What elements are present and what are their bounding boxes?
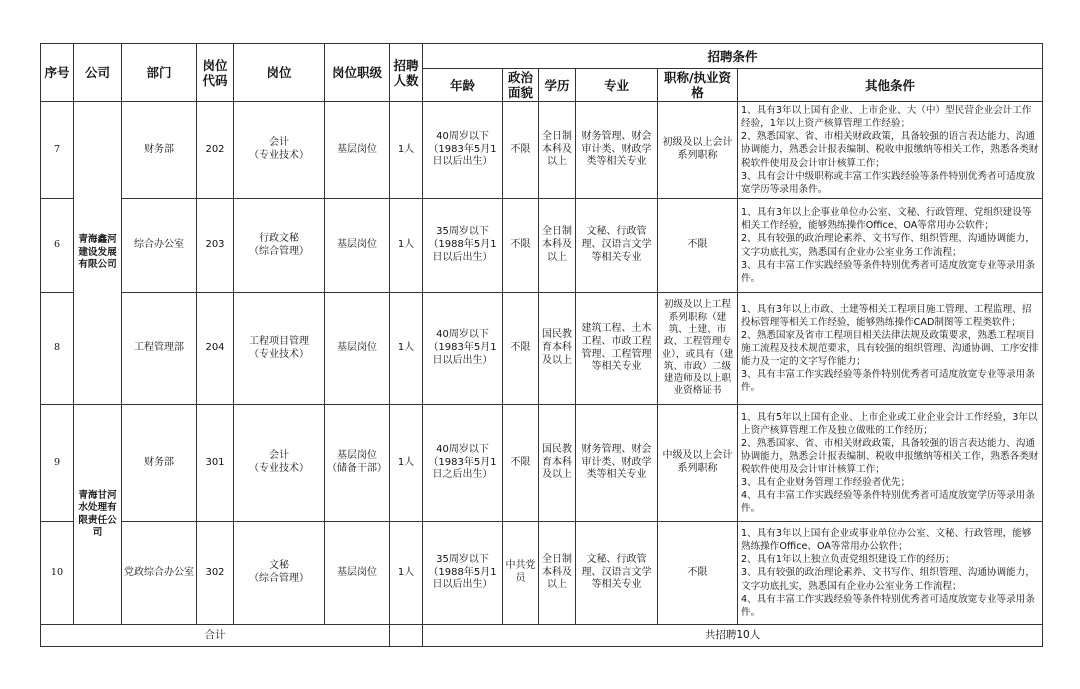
row-title-qual: 不限 xyxy=(658,522,738,625)
row-age: 35周岁以下 （1988年5月1日以后出生） xyxy=(423,199,503,293)
total-value: 共招聘10人 xyxy=(423,625,1043,647)
header-count: 招聘人数 xyxy=(390,44,423,102)
row-seq: 10 xyxy=(41,522,74,625)
row-education: 国民教育本科及以上 xyxy=(539,293,576,405)
row-dept: 党政综合办公室 xyxy=(122,522,197,625)
total-spacer xyxy=(390,625,423,647)
row-education: 全日制本科及以上 xyxy=(539,522,576,625)
row-title-qual: 初级及以上工程系列职称（建筑、土建、市政、工程管理专业），或具有（建筑、市政）二级建造师及以上职业资格证书 xyxy=(658,293,738,405)
table-footer-row xyxy=(41,625,1043,647)
row-education: 全日制本科及以上 xyxy=(539,102,576,199)
row-politics: 不限 xyxy=(503,405,539,522)
row-age: 40周岁以下 （1983年5月1日以后出生） xyxy=(423,293,503,405)
row-politics: 不限 xyxy=(503,293,539,405)
row-position: 行政文秘 （综合管理） xyxy=(234,199,325,293)
row-education: 国民教育本科及以上 xyxy=(539,405,576,522)
row-major: 财务管理、财会审计类、财政学类等相关专业 xyxy=(576,405,658,522)
row-position: 会计 （专业技术） xyxy=(234,102,325,199)
row-other-conditions: 1、具有5年以上国有企业、上市企业或工业企业会计工作经验，3年以上资产核算管理工作及独立做账的工作经历； 2、熟悉国家、省、市相关财政政策，具备较强的语言表达能力、沟通协调能力，熟悉会计报表编制、税收申报缴纳等相关工作，熟悉各类财税软件使用及会计审计核算工作； 3、具有企业财务管理工作经验者优先； 4、具有丰富工作实践经验等条件特别优秀者可适度放宽学历等录用条件。 xyxy=(738,405,1043,522)
row-position: 文秘 （综合管理） xyxy=(234,522,325,625)
row-count: 1人 xyxy=(390,522,423,625)
row-politics: 中共党员 xyxy=(503,522,539,625)
row-seq: 7 xyxy=(41,102,74,199)
row-dept: 财务部 xyxy=(122,405,197,522)
row-politics: 不限 xyxy=(503,199,539,293)
row-level: 基层岗位 xyxy=(325,522,390,625)
header-conditions: 招聘条件 xyxy=(423,44,1043,69)
row-level: 基层岗位 xyxy=(325,293,390,405)
row-code: 301 xyxy=(197,405,234,522)
table-row xyxy=(41,293,1043,405)
company-name: 青海鑫河建设发展有限公司 xyxy=(74,102,122,405)
row-title-qual: 初级及以上会计系列职称 xyxy=(658,102,738,199)
row-politics: 不限 xyxy=(503,102,539,199)
row-age: 40周岁以下 （1983年5月1日以后出生） xyxy=(423,102,503,199)
header-company: 公司 xyxy=(74,44,122,102)
row-level: 基层岗位 xyxy=(325,199,390,293)
row-position: 工程项目管理 （专业技术） xyxy=(234,293,325,405)
row-education: 全日制本科及以上 xyxy=(539,199,576,293)
row-position: 会计 （专业技术） xyxy=(234,405,325,522)
row-dept: 综合办公室 xyxy=(122,199,197,293)
row-age: 40周岁以下 （1983年5月1日之后出生） xyxy=(423,405,503,522)
header-other: 其他条件 xyxy=(738,69,1043,102)
row-code: 302 xyxy=(197,522,234,625)
row-age: 35周岁以下 （1988年5月1日以后出生） xyxy=(423,522,503,625)
header-level: 岗位职级 xyxy=(325,44,390,102)
header-education: 学历 xyxy=(539,69,576,102)
recruitment-table xyxy=(40,43,1043,647)
row-dept: 工程管理部 xyxy=(122,293,197,405)
row-major: 文秘、行政管理、汉语言文学等相关专业 xyxy=(576,522,658,625)
header-seq: 序号 xyxy=(41,44,74,102)
header-code: 岗位代码 xyxy=(197,44,234,102)
row-other-conditions: 1、具有3年以上国有企业或事业单位办公室、文秘、行政管理，能够熟练操作Office、OA等常用办公软件； 2、具有1年以上独立负责党组织建设工作的经历； 3、具有较强的政治理论素养、文书写作、组织管理、沟通协调能力，文字功底扎实，熟悉国有企业办公室业务工作流程； 4、具有丰富工作实践经验等条件特别优秀者可适度放宽专业等录用条件。 xyxy=(738,522,1043,625)
row-code: 202 xyxy=(197,102,234,199)
row-count: 1人 xyxy=(390,102,423,199)
row-count: 1人 xyxy=(390,199,423,293)
row-dept: 财务部 xyxy=(122,102,197,199)
table-row xyxy=(41,405,1043,522)
row-other-conditions: 1、具有3年以上国有企业、上市企业、大（中）型民营企业会计工作经验，1年以上资产核算管理工作经验； 2、熟悉国家、省、市相关财政政策，具备较强的语言表达能力、沟通协调能力，熟悉会计报表编制、税收申报缴纳等相关工作，熟悉各类财税软件使用及会计审计核算工作； 3、具有会计中级职称或丰富工作实践经验等条件特别优秀者可适度放宽学历等录用条件。 xyxy=(738,102,1043,199)
table-row xyxy=(41,199,1043,293)
row-other-conditions: 1、具有3年以上企事业单位办公室、文秘、行政管理、党组织建设等相关工作经验，能够熟练操作Office、OA等常用办公软件； 2、具有较强的政治理论素养、文书写作、组织管理、沟通协调能力，文字功底扎实，熟悉国有企业办公室业务工作流程； 3、具有丰富工作实践经验等条件特别优秀者可适度放宽专业等录用条件。 xyxy=(738,199,1043,293)
row-level: 基层岗位 （储备干部） xyxy=(325,405,390,522)
row-major: 文秘、行政管理、汉语言文学等相关专业 xyxy=(576,199,658,293)
table-row xyxy=(41,102,1043,199)
header-position: 岗位 xyxy=(234,44,325,102)
row-code: 203 xyxy=(197,199,234,293)
row-level: 基层岗位 xyxy=(325,102,390,199)
row-seq: 8 xyxy=(41,293,74,405)
row-major: 财务管理、财会审计类、财政学类等相关专业 xyxy=(576,102,658,199)
total-label: 合计 xyxy=(41,625,390,647)
header-dept: 部门 xyxy=(122,44,197,102)
row-count: 1人 xyxy=(390,405,423,522)
header-age: 年龄 xyxy=(423,69,503,102)
row-major: 建筑工程、土木工程、市政工程管理、工程管理等相关专业 xyxy=(576,293,658,405)
row-seq: 6 xyxy=(41,199,74,293)
row-count: 1人 xyxy=(390,293,423,405)
row-code: 204 xyxy=(197,293,234,405)
company-name: 青海甘河水处理有限责任公司 xyxy=(74,405,122,625)
row-title-qual: 不限 xyxy=(658,199,738,293)
row-other-conditions: 1、具有3年以上市政、土建等相关工程项目施工管理、工程监理、招投标管理等相关工作经验，能够熟练操作CAD制图等工程类软件； 2、熟悉国家及省市工程项目相关法律法规及政策要求，熟悉工程项目施工流程及技术规范要求，具有较强的组织管理、沟通协调、工序安排能力及一定的文字写作能力； 3、具有丰富工作实践经验等条件特别优秀者可适度放宽专业等录用条件。 xyxy=(738,293,1043,405)
header-title-qual: 职称/执业资格 xyxy=(658,69,738,102)
table-row xyxy=(41,522,1043,625)
row-seq: 9 xyxy=(41,405,74,522)
header-major: 专业 xyxy=(576,69,658,102)
header-politics: 政治面貌 xyxy=(503,69,539,102)
row-title-qual: 中级及以上会计系列职称 xyxy=(658,405,738,522)
